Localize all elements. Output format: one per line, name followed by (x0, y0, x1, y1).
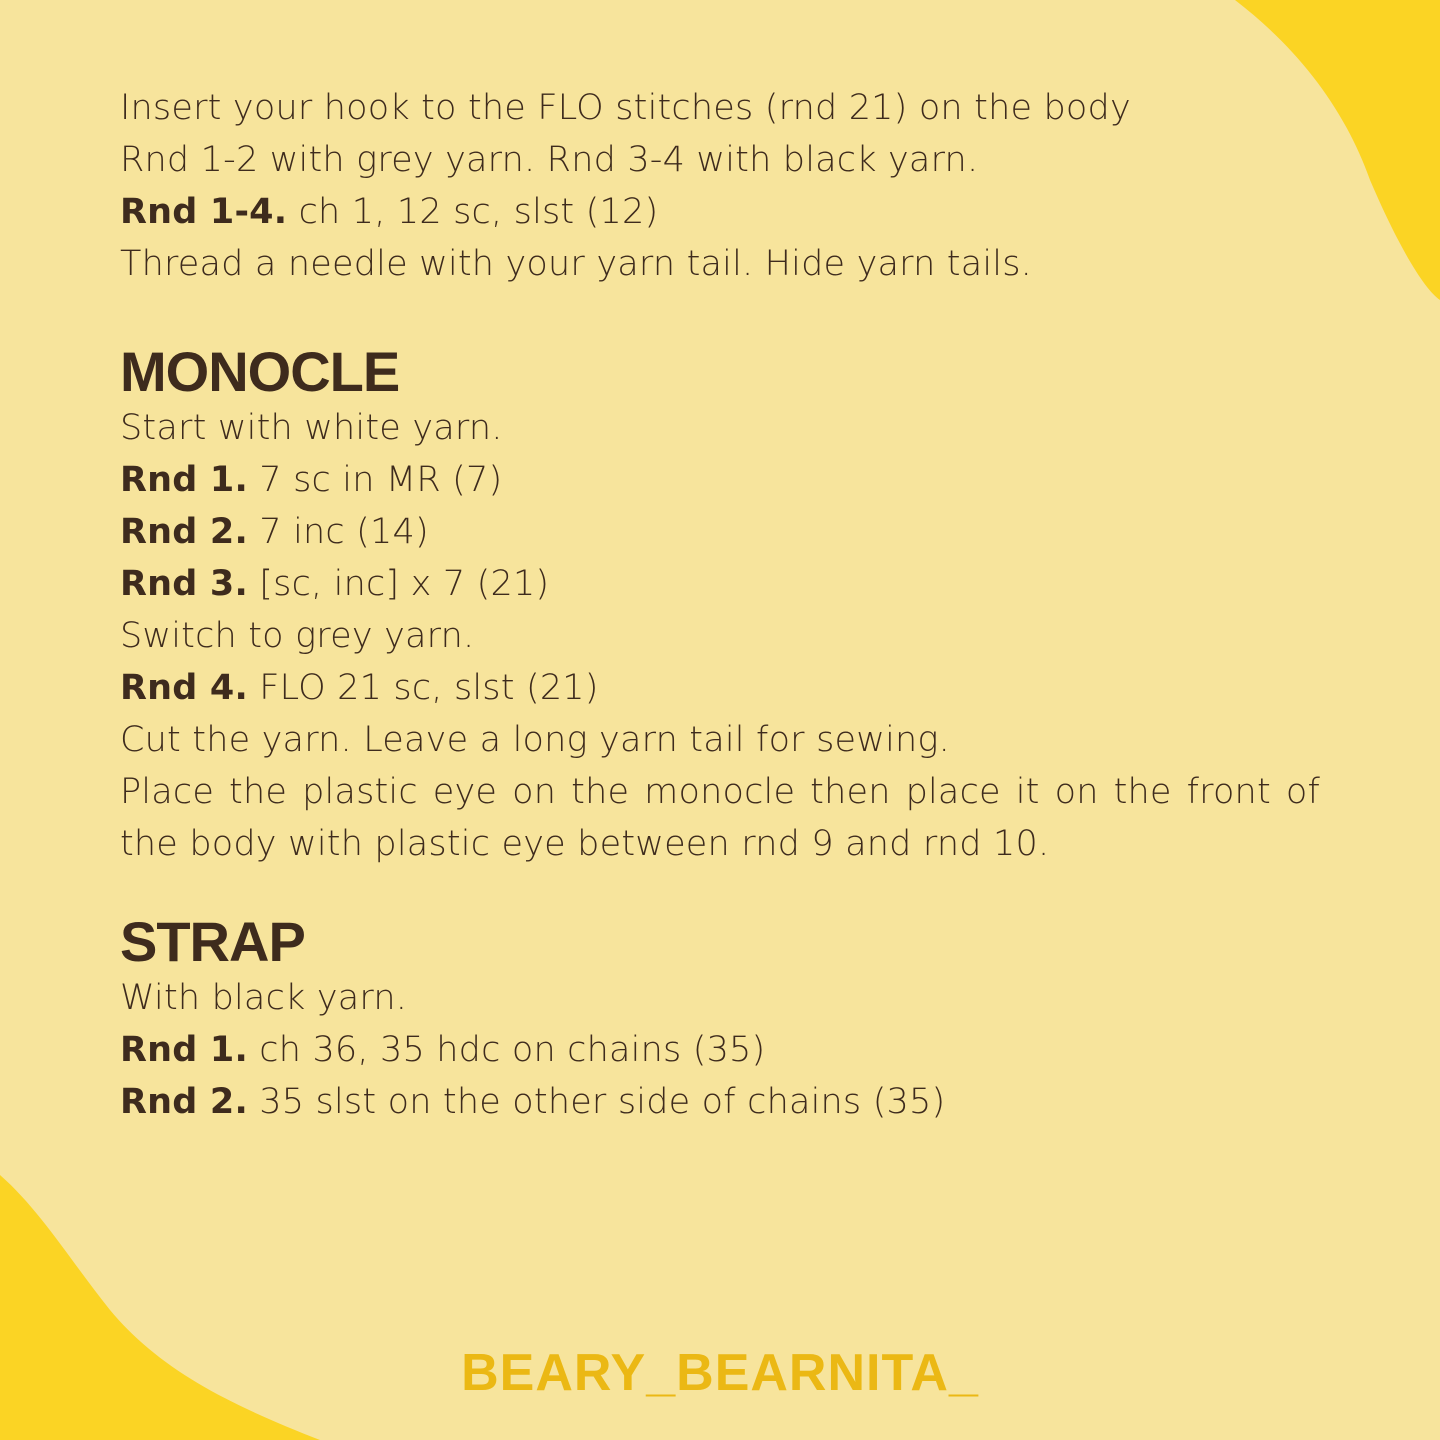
round-instruction: [sc, inc] x 7 (21) (247, 564, 550, 604)
monocle-start: Start with white yarn. (120, 408, 503, 448)
intro-line-1: Insert your hook to the FLO stitches (rnd 21) on the body (120, 88, 1131, 128)
round-label: Rnd 1. (120, 460, 248, 500)
spacer (120, 290, 1320, 342)
round-label: Rnd 1-4. (120, 192, 288, 232)
round-label: Rnd 2. (120, 1082, 248, 1122)
intro-line-3 (120, 186, 1320, 238)
round-instruction: FLO 21 sc, slst (21) (247, 668, 599, 708)
monocle-rnd-3 (120, 558, 1320, 610)
strap-rnd-2 (120, 1076, 1320, 1128)
round-instruction: 7 sc in MR (7) (247, 460, 503, 500)
strap-rnd-1 (120, 1024, 1320, 1076)
spacer (120, 870, 1320, 912)
round-label: Rnd 1. (120, 1030, 248, 1070)
round-instruction: 7 inc (14) (247, 512, 429, 552)
round-label: Rnd 3. (120, 564, 248, 604)
strap-start: With black yarn. (120, 978, 408, 1018)
monocle-switch: Switch to grey yarn. (120, 616, 475, 656)
footer-handle: BEARY_BEARNITA_ (461, 1344, 979, 1402)
monocle-rnd-1 (120, 454, 1320, 506)
intro-line-2: Rnd 1-2 with grey yarn. Rnd 3-4 with black yarn. (120, 140, 979, 180)
monocle-place: Place the plastic eye on the monocle then place it on the front of the body with plastic eye between rnd 9 and rnd 10. (120, 772, 1320, 864)
pattern-content (120, 82, 1320, 1128)
round-label: Rnd 2. (120, 512, 248, 552)
round-instruction: 35 slst on the other side of chains (35) (247, 1082, 946, 1122)
intro-line-4: Thread a needle with your yarn tail. Hide yarn tails. (120, 244, 1032, 284)
strap-heading: STRAP (120, 910, 305, 973)
monocle-cut: Cut the yarn. Leave a long yarn tail for sewing. (120, 720, 950, 760)
monocle-rnd-2 (120, 506, 1320, 558)
monocle-heading: MONOCLE (120, 340, 400, 403)
monocle-rnd-4 (120, 662, 1320, 714)
round-instruction: ch 36, 35 hdc on chains (35) (247, 1030, 766, 1070)
round-label: Rnd 4. (120, 668, 248, 708)
round-instruction: ch 1, 12 sc, slst (12) (287, 192, 659, 232)
